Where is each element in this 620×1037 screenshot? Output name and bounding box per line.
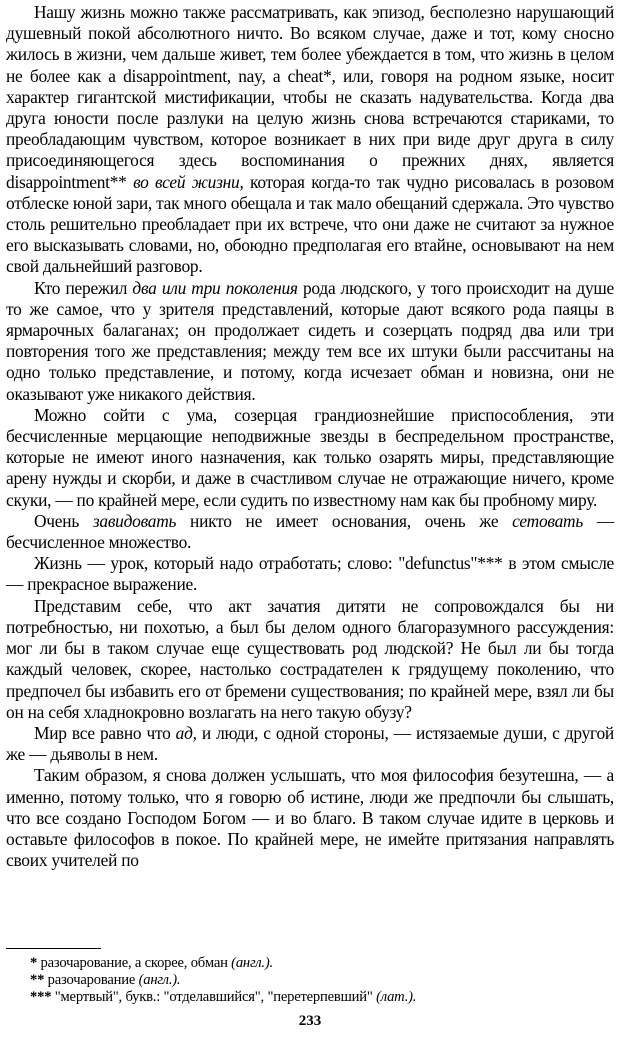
italic-text: два или три поколения xyxy=(132,277,298,298)
paragraph xyxy=(6,723,614,765)
page-number: 233 xyxy=(298,1013,322,1029)
footnote-text: разочарование, а скорее, обман xyxy=(37,955,232,971)
footnotes xyxy=(30,955,610,1006)
paragraph xyxy=(6,2,614,278)
italic-text: ад, xyxy=(175,722,197,743)
footnote-language: (лат.). xyxy=(376,989,417,1005)
footnote-mark: ** xyxy=(30,972,45,988)
paragraph xyxy=(6,596,614,723)
italic-text: во всей жизни, xyxy=(133,171,244,192)
paragraph xyxy=(6,765,614,871)
main-text xyxy=(6,2,614,871)
text-run: Мир все равно что xyxy=(34,722,176,743)
paragraph xyxy=(6,405,614,511)
text-run: рода людского, у того происходит на душе то же самое, что у зрителя представлений, которые дают всякого рода паяцы в ярмарочных балаганах; он продолжает сидеть и созерцать подряд два или три повторения того же представления; между тем все их штуки были рассчитаны на одно только представление, и потому, когда исчезает обман и новизна, они не оказывают уже никакого действия. xyxy=(6,277,615,404)
footnote xyxy=(30,989,610,1006)
footnote-text: разочарование xyxy=(44,972,139,988)
text-run: которая когда-то так чудно рисовалась в розовом отблеске юной зари, так много обещала и так мало обещаний сдержала. Это чувство столь решительно преобладает при их встрече, что они даже не считают за нужное его высказывать словами, но, обоюдно предполагая его втайне, основывают на нем свой дальнейший разговор. xyxy=(6,171,614,277)
paragraph xyxy=(6,278,614,405)
footnote-language: (англ.). xyxy=(138,972,181,988)
text-run: Можно сойти с ума, созерцая грандиознейшие приспособления, эти бесчисленные мерцающие неподвижные звезды в беспредельном пространстве, которые не имеют иного назначения, как только озарять миры, представляющие арену нужды и скорби, и даже в счастливом случае не отражающие ничего, кроме скуки, — по крайней мере, если судить по известному нам как бы пробному миру. xyxy=(6,404,614,510)
paragraph xyxy=(6,553,614,595)
text-run: и люди, с одной стороны, — истязаемые души, с другой же — дьяволы в нем. xyxy=(6,722,614,765)
text-run: Очень xyxy=(34,510,93,531)
footnote-mark: *** xyxy=(30,989,52,1005)
text-run: Кто пережил xyxy=(34,277,133,298)
footnote-mark: * xyxy=(30,955,38,971)
footnote xyxy=(30,955,610,972)
footnote xyxy=(30,972,610,989)
text-run: Таким образом, я снова должен услышать, что моя философия безутешна, — а именно, потому только, что я говорю об истине, люди же предпочли бы слышать, что все создано Господом Богом — и во благо. В таком случае идите в церковь и оставьте философов в покое. По крайней мере, не имейте притязания направлять своих учителей по xyxy=(6,765,614,871)
footnote-language: (англ.). xyxy=(231,955,273,971)
paragraph xyxy=(6,511,614,553)
text-run: Представим себе, что акт зачатия дитяти не сопровождался бы ни потребностью, ни похотью, а был бы делом одного благоразумного рассуждения: мог ли бы в таком случае еще существовать род людской? Не был ли бы тогда каждый человек, скорее, настолько сострадателен к грядущему поколению, что предпочел бы избавить его от бремени существования; по крайней мере, взял ли бы он на себя хладнокровно возлагать на него такую обузу? xyxy=(6,595,614,722)
italic-text: сетовать xyxy=(512,510,583,531)
text-run: Жизнь — урок, который надо отработать; слово: "defunctus"*** в этом смысле — прекрасное выражение. xyxy=(6,553,614,595)
text-run: Нашу жизнь можно также рассматривать, как эпизод, бесполезно нарушающий душевный покой абсолютного ничто. Во всяком случае, даже и тот, кому сносно жилось в жизни, чем дальше живет, тем более убеждается в том, что жизнь в целом не более как a disappointment, nay, a cheat*, или, говоря на родном языке, носит характер гигантской мистификации, чтобы не сказать надувательства. Когда два друга юности после разлуки на целую жизнь снова встречаются стариками, то преобладающим чувством, которое возникает в них при виде друг друга в силу присоединяющегося здесь воспоминания о прежних днях, является disappointment** xyxy=(6,2,614,192)
text-run: никто не имеет основания, очень же xyxy=(176,510,513,531)
text-run: — бесчисленное множество. xyxy=(6,510,614,553)
footnote-divider xyxy=(6,948,101,949)
footnote-text: "мертвый", букв.: "отделавшийся", "перетерпевший" xyxy=(51,989,377,1005)
italic-text: завидовать xyxy=(92,510,177,531)
